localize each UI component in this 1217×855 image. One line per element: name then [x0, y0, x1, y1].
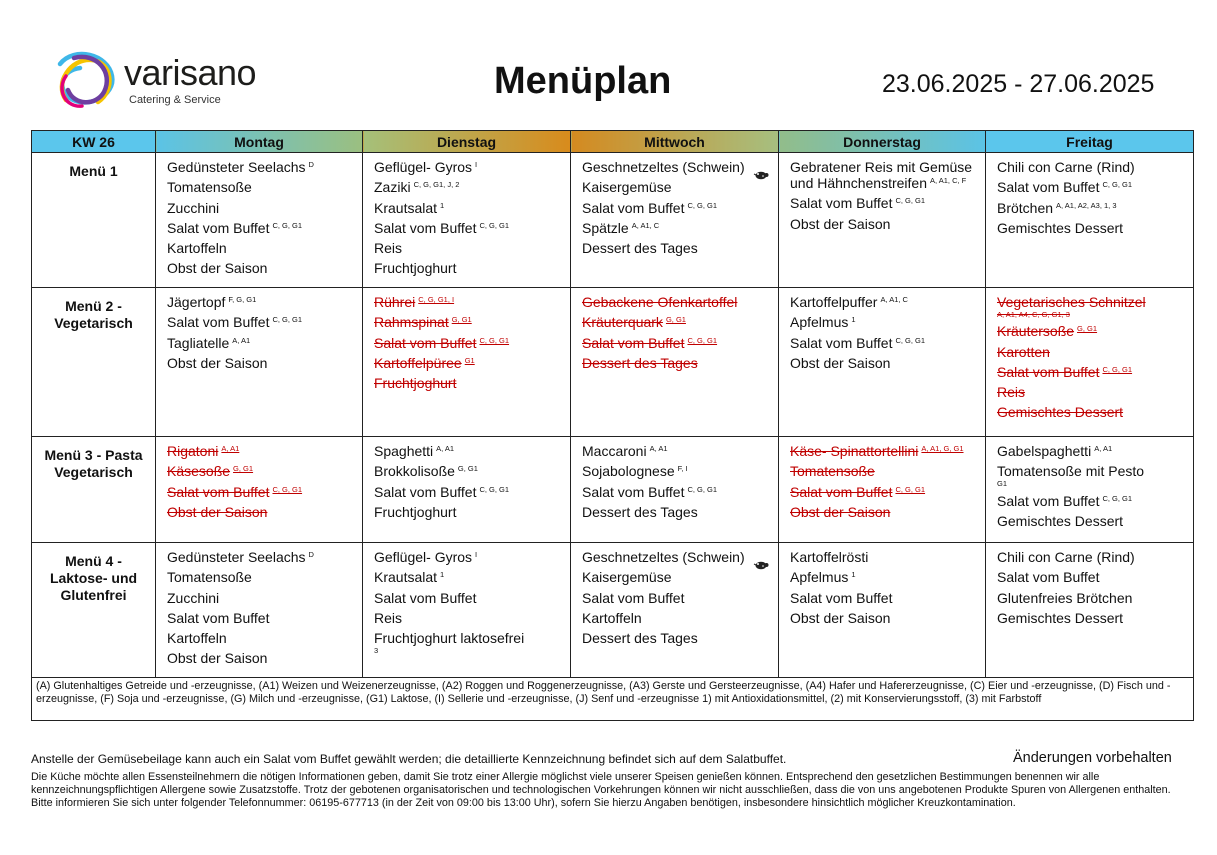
allergen-legend: (A) Glutenhaltiges Getreide und -erzeugnisse, (A1) Weizen und Weizenerzeugnisse, (A2) Roggen und Roggenerzeugnisse, (A3) Gerste und Gersteerzeugnisse, (A4) Hafer und Hafererzeugnisse, (C) Eier und -erzeugnisse, (D) Fisch und -erzeugnisse, (F) Soja und -erzeugnisse, (G) Milch und -erzeugnisse, (G1) Laktose, (I) Sellerie und -erzeugnisse, (J) Senf und -erzeugnisse 1) mit Antioxidationsmittel, (2) mit Konservierungsstoff, (3) mit Farbstoff: [32, 678, 1194, 721]
menu-item: [997, 294, 1187, 319]
menu-item: [582, 610, 772, 626]
day-header-freitag: Freitag: [986, 131, 1194, 153]
menu-item: [374, 484, 564, 500]
menu-item: [582, 355, 772, 371]
pig-icon: [753, 167, 769, 183]
menu-item: [790, 504, 979, 520]
menu-item: [997, 364, 1187, 380]
week-header: KW 26: [32, 131, 156, 153]
menu-row: [32, 543, 1194, 678]
changes-note: Änderungen vorbehalten: [1013, 750, 1172, 766]
menu-item: [582, 630, 772, 646]
menu-row: [32, 288, 1194, 437]
allergen-codes: A, A1, C, F: [930, 176, 967, 185]
menu-item-text: Kaisergemüse: [582, 179, 672, 196]
menu-item: [167, 590, 356, 606]
menu-item-text: Salat vom Buffet: [997, 569, 1100, 586]
menu-item: [582, 569, 772, 585]
menu-item: [997, 569, 1187, 585]
menu-cell: [779, 437, 986, 543]
allergen-codes: D: [308, 550, 314, 559]
menu-item-text: Kartoffelpüree: [374, 354, 462, 371]
menu-item-text: Tomatensoße mit Pesto: [997, 463, 1145, 480]
menu-item-text: Salat vom Buffet: [167, 314, 270, 331]
menu-item-text: Salat vom Buffet: [374, 219, 477, 236]
date-range: 23.06.2025 - 27.06.2025: [882, 70, 1155, 98]
menu-item: [167, 159, 356, 175]
menu-item: [790, 549, 979, 565]
menu-item-text: Tomatensoße: [167, 179, 252, 196]
menu-item: [997, 384, 1187, 400]
menu-item: [374, 200, 564, 216]
menu-item: [997, 200, 1187, 216]
allergen-codes: 1: [851, 315, 856, 325]
day-header-mittwoch: Mittwoch: [571, 131, 779, 153]
menu-item: [790, 294, 979, 310]
allergen-codes: A, A1: [1094, 444, 1113, 453]
page-title: Menüplan: [494, 60, 672, 102]
allergen-codes: G, G1: [233, 464, 254, 474]
menu-item-text: Tomatensoße: [790, 463, 875, 480]
menu-item: [374, 590, 564, 606]
menu-item: [374, 375, 564, 391]
menu-item-text: Salat vom Buffet: [997, 363, 1100, 380]
allergen-codes: A, A1: [436, 444, 455, 453]
menu-item: [582, 484, 772, 500]
menu-item: [582, 463, 772, 479]
menu-cell: [571, 543, 779, 678]
menu-item: [582, 159, 772, 175]
allergen-codes: C, G, G1: [895, 196, 926, 206]
menu-item-text: Käse- Spinattortellini: [790, 443, 919, 459]
menu-item-text: Kräuterquark: [582, 314, 663, 331]
menu-item: [790, 610, 979, 626]
menu-cell: [156, 153, 363, 288]
menu-cell: [779, 543, 986, 678]
menu-item-text: Kräutersoße: [997, 323, 1075, 340]
menu-cell: [156, 437, 363, 543]
menu-item: [997, 179, 1187, 195]
allergen-codes: C, G, G1: [687, 200, 718, 210]
allergen-codes: 3: [374, 646, 379, 656]
menu-item-text: Maccaroni: [582, 443, 647, 459]
menu-cell: [156, 288, 363, 437]
menu-item: [582, 314, 772, 330]
menu-item-text: Gebackene Ofenkartoffel: [582, 294, 738, 310]
menu-item: [374, 569, 564, 585]
menu-item-text: Reis: [374, 609, 403, 626]
menu-table: [31, 130, 1194, 721]
menu-item-text: Reis: [374, 240, 403, 257]
menu-item-text: Salat vom Buffet: [167, 219, 270, 236]
menu-item-text: Zucchini: [167, 589, 220, 606]
allergen-codes: C, G, G1: [687, 484, 718, 494]
menu-cell: [363, 543, 571, 678]
menu-item-text: Obst der Saison: [790, 215, 891, 232]
menu-item-text: Obst der Saison: [167, 650, 268, 667]
menu-item: [790, 159, 979, 191]
allergen-codes: C, G, G1: [895, 335, 926, 345]
menu-item-text: Kartoffelrösti: [790, 549, 869, 565]
menu-cell: [986, 288, 1194, 437]
menu-item-text: Gemischtes Dessert: [997, 512, 1124, 529]
menu-cell: [986, 437, 1194, 543]
menu-item-text: Dessert des Tages: [582, 630, 698, 647]
menu-item: [582, 200, 772, 216]
allergen-codes: A, A1, C: [631, 220, 660, 230]
menu-item-text: Gemischtes Dessert: [997, 609, 1124, 626]
menu-item: [167, 200, 356, 216]
menu-item: [374, 294, 564, 310]
allergen-codes: C, G, G1: [479, 335, 510, 345]
menu-item-text: Gedünsteter Seelachs: [167, 549, 306, 565]
menu-item-text: Apfelmus: [790, 569, 849, 586]
allergen-codes: C, G, G1: [1102, 493, 1133, 503]
menu-item-text: Glutenfreies Brötchen: [997, 589, 1133, 606]
menu-item-text: Salat vom Buffet: [582, 483, 685, 500]
menu-item-text: Dessert des Tages: [582, 503, 698, 520]
menu-item: [167, 549, 356, 565]
salad-note: Anstelle der Gemüsebeilage kann auch ein Salat vom Buffet gewählt werden; die detaillierte Kennzeichnung befindet sich auf dem Salatbuffet.: [31, 752, 787, 766]
menu-item-text: Fruchtjoghurt: [374, 375, 457, 392]
allergen-codes: 1: [440, 570, 445, 580]
allergen-codes: C, G, G1, I: [418, 295, 455, 304]
menu-item-text: Fruchtjoghurt: [374, 503, 457, 520]
menu-item-text: Kartoffeln: [167, 630, 227, 647]
menu-cell: [571, 153, 779, 288]
allergen-codes: G, G1: [451, 315, 472, 325]
menu-item-text: Dessert des Tages: [582, 354, 698, 371]
menu-item: [790, 463, 979, 479]
menu-item: [167, 179, 356, 195]
brand-name: varisano: [124, 52, 257, 93]
varisano-logo: [52, 50, 292, 112]
allergen-codes: G1: [464, 355, 475, 365]
allergen-codes: I: [475, 160, 478, 169]
pig-icon: [753, 557, 769, 573]
menu-item: [790, 216, 979, 232]
menu-item: [790, 335, 979, 351]
menu-item: [374, 463, 564, 479]
menu-item-text: Spaghetti: [374, 443, 434, 459]
menu-item-text: Geschnetzeltes (Schwein): [582, 549, 745, 565]
menu-item-text: Käsesoße: [167, 463, 231, 480]
menu-item: [997, 220, 1187, 236]
menu-item-text: Salat vom Buffet: [582, 589, 685, 606]
menu-item-text: Zucchini: [167, 199, 220, 216]
menu-item: [997, 590, 1187, 606]
menu-cell: [986, 153, 1194, 288]
allergen-codes: A, A1, A4, C, G, G1, 3: [997, 310, 1070, 319]
menu-item-text: Apfelmus: [790, 314, 849, 331]
menu-item-text: Obst der Saison: [167, 503, 268, 520]
menu-cell: [571, 288, 779, 437]
menu-item: [997, 463, 1187, 488]
allergen-codes: A, A1, C: [880, 295, 908, 304]
menu-item: [167, 463, 356, 479]
menu-item-text: Salat vom Buffet: [582, 199, 685, 216]
menu-item: [374, 443, 564, 459]
allergen-codes: G1: [997, 479, 1008, 489]
menu-item-text: Geflügel- Gyros: [374, 159, 473, 175]
menu-item: [790, 314, 979, 330]
day-header-dienstag: Dienstag: [363, 131, 571, 153]
menu-cell: [986, 543, 1194, 678]
menu-item: [167, 610, 356, 626]
allergy-note: Die Küche möchte allen Essensteilnehmern die nötigen Informationen geben, damit Sie trotz einer Allergie möglichst viele unserer Speisen genießen können. Entsprechend den gesetzlichen Bestimmungen benennen wir alle kennzeichnungspflichtigen Allergene sowie Zusatzstoffe. Trotz der gebotenen organisatorischen und technologischen Vorkehrungen können wir nicht ausschließen, dass die von uns angebotenen Produkte Spuren von Allergenen enthalten. Bitte informieren Sie sich unter folgender Telefonnummer: 06195-677713 (in der Zeit von 09:00 bis 13:00 Uhr), sofern Sie hierzu Angaben benötigen, insbesondere hinsichtlich möglicher Kreuzkontamination.: [31, 771, 1171, 809]
menu-item-text: Salat vom Buffet: [790, 589, 893, 606]
menu-item: [167, 220, 356, 236]
menu-item: [790, 195, 979, 211]
allergen-codes: A, A1: [232, 335, 251, 345]
menu-item: [167, 504, 356, 520]
menu-item-text: Kartoffelpuffer: [790, 294, 878, 310]
allergen-codes: A, A1, G, G1: [921, 444, 964, 453]
menu-item: [167, 314, 356, 330]
menu-item: [374, 260, 564, 276]
menu-item: [167, 650, 356, 666]
day-header-donnerstag: Donnerstag: [779, 131, 986, 153]
menu-item-text: Brötchen: [997, 199, 1054, 216]
menu-item: [582, 179, 772, 195]
menu-item-text: Gemischtes Dessert: [997, 404, 1124, 421]
menu-item: [167, 335, 356, 351]
allergen-codes: D: [308, 160, 314, 169]
menu-item: [582, 240, 772, 256]
menu-item: [374, 179, 564, 195]
allergen-codes: C, G, G1: [687, 335, 718, 345]
menu-item: [374, 240, 564, 256]
menu-item-text: Salat vom Buffet: [374, 483, 477, 500]
menu-row: [32, 437, 1194, 543]
menu-item-text: Vegetarisches Schnitzel: [997, 294, 1146, 310]
menu-item-text: Gabelspaghetti: [997, 443, 1092, 459]
menu-cell: [363, 288, 571, 437]
menu-item: [997, 493, 1187, 509]
menu-item: [997, 610, 1187, 626]
menu-item: [790, 569, 979, 585]
menu-item-text: Obst der Saison: [790, 503, 891, 520]
menu-item-text: Rahmspinat: [374, 314, 449, 331]
menu-item-text: Salat vom Buffet: [790, 195, 893, 212]
menu-item-text: Rührei: [374, 294, 416, 310]
menu-item-text: Salat vom Buffet: [167, 483, 270, 500]
menu-item-text: Spätzle: [582, 219, 629, 236]
menu-item: [167, 443, 356, 459]
day-header-montag: Montag: [156, 131, 363, 153]
menu-item-text: Chili con Carne (Rind): [997, 159, 1135, 175]
menu-cell: [779, 288, 986, 437]
menu-item: [997, 404, 1187, 420]
menu-item-text: Rigatoni: [167, 443, 219, 459]
allergen-codes: C, G, G1: [272, 484, 303, 494]
menu-item: [374, 610, 564, 626]
menu-item: [374, 630, 564, 655]
menu-item-text: Salat vom Buffet: [374, 334, 477, 351]
menu-item: [582, 294, 772, 310]
allergen-codes: C, G, G1: [1102, 180, 1133, 190]
menu-item-text: Gemischtes Dessert: [997, 219, 1124, 236]
varisano-logo-mark-icon: [52, 50, 120, 112]
menu-item: [997, 344, 1187, 360]
menu-item-text: Salat vom Buffet: [790, 483, 893, 500]
menu-item: [582, 549, 772, 565]
menu-item-text: Tagliatelle: [167, 334, 230, 351]
allergen-codes: A, A1, A2, A3, 1, 3: [1056, 200, 1117, 210]
menu-item-text: Salat vom Buffet: [582, 334, 685, 351]
menu-item-text: Obst der Saison: [790, 609, 891, 626]
menu-item: [374, 220, 564, 236]
allergen-codes: C, G, G1: [895, 484, 926, 494]
menu-item-text: Fruchtjoghurt: [374, 260, 457, 277]
allergen-codes: I: [475, 550, 478, 559]
menu-item: [582, 504, 772, 520]
menu-item: [582, 220, 772, 236]
menu-item: [790, 355, 979, 371]
menu-item: [167, 630, 356, 646]
menu-item-text: Obst der Saison: [167, 260, 268, 277]
table-header-row: [32, 131, 1194, 153]
menu-item: [997, 159, 1187, 175]
menu-item: [997, 549, 1187, 565]
menu-item-text: Dessert des Tages: [582, 240, 698, 257]
menu-item: [167, 484, 356, 500]
menu-item-text: Krautsalat: [374, 569, 438, 586]
menu-item-text: Jägertopf: [167, 294, 226, 310]
menu-item-text: Salat vom Buffet: [790, 334, 893, 351]
menu-item-text: Geflügel- Gyros: [374, 549, 473, 565]
menu-row: [32, 153, 1194, 288]
menu-item: [582, 335, 772, 351]
allergen-codes: 1: [851, 570, 856, 580]
menu-item: [374, 504, 564, 520]
allergen-codes: C, G, G1: [1102, 364, 1133, 374]
menu-item: [167, 260, 356, 276]
menu-item-text: Obst der Saison: [790, 354, 891, 371]
menu-item-text: Fruchtjoghurt laktosefrei: [374, 630, 525, 647]
menu-item-text: Geschnetzeltes (Schwein): [582, 159, 745, 175]
menu-item-text: Karotten: [997, 343, 1050, 360]
menu-row-label: Menü 3 - Pasta Vegetarisch: [32, 437, 156, 543]
menu-item: [790, 484, 979, 500]
menu-item-text: Gedünsteter Seelachs: [167, 159, 306, 175]
allergen-codes: C, G, G1: [479, 220, 510, 230]
menu-item: [374, 314, 564, 330]
menu-item-text: Salat vom Buffet: [997, 179, 1100, 196]
menu-item-text: Reis: [997, 384, 1026, 401]
menu-item-text: Brokkolisoße: [374, 463, 455, 480]
menu-item-text: Sojabolognese: [582, 463, 675, 480]
menu-item: [997, 443, 1187, 459]
menu-cell: [571, 437, 779, 543]
menu-item: [582, 590, 772, 606]
menu-cell: [363, 437, 571, 543]
menu-row-label: Menü 4 - Laktose- und Glutenfrei: [32, 543, 156, 678]
menu-row-label: Menü 1: [32, 153, 156, 288]
legend-row: [32, 678, 1194, 721]
allergen-codes: F, G, G1: [228, 295, 257, 304]
menu-cell: [156, 543, 363, 678]
menu-item: [167, 240, 356, 256]
menu-item: [374, 159, 564, 175]
menu-cell: [363, 153, 571, 288]
allergen-codes: C, G, G1, J, 2: [413, 180, 460, 190]
menu-item-text: Salat vom Buffet: [374, 589, 477, 606]
menu-item: [790, 590, 979, 606]
menu-item: [997, 323, 1187, 339]
menu-item-text: Gebratener Reis mit Gemüse und Hähnchenstreifen: [790, 159, 973, 191]
menu-item: [374, 355, 564, 371]
menu-item-text: Krautsalat: [374, 199, 438, 216]
menu-item-text: Obst der Saison: [167, 354, 268, 371]
allergen-codes: A, A1: [649, 444, 668, 453]
menu-item-text: Salat vom Buffet: [997, 492, 1100, 509]
menu-item: [582, 443, 772, 459]
menu-item: [374, 549, 564, 565]
allergen-codes: A, A1: [221, 444, 240, 453]
menu-item-text: Tomatensoße: [167, 569, 252, 586]
allergen-codes: G, G1: [457, 464, 478, 474]
menu-item: [790, 443, 979, 459]
menu-item-text: Kartoffeln: [167, 240, 227, 257]
allergen-codes: G, G1: [665, 315, 686, 325]
menu-item: [167, 355, 356, 371]
menu-item-text: Salat vom Buffet: [167, 609, 270, 626]
allergen-codes: C, G, G1: [479, 484, 510, 494]
menu-item: [167, 294, 356, 310]
menu-item: [167, 569, 356, 585]
brand-subtitle: Catering & Service: [129, 94, 221, 106]
menu-item-text: Kartoffeln: [582, 609, 642, 626]
allergen-codes: C, G, G1: [272, 315, 303, 325]
allergen-codes: C, G, G1: [272, 220, 303, 230]
menu-item: [997, 513, 1187, 529]
menu-cell: [779, 153, 986, 288]
allergen-codes: 1: [440, 200, 445, 210]
menu-item-text: Chili con Carne (Rind): [997, 549, 1135, 565]
menu-item: [374, 335, 564, 351]
menu-item-text: Zaziki: [374, 179, 411, 196]
menu-row-label: Menü 2 - Vegetarisch: [32, 288, 156, 437]
allergen-codes: G, G1: [1077, 324, 1098, 334]
menu-item-text: Kaisergemüse: [582, 569, 672, 586]
allergen-codes: F, I: [677, 464, 688, 474]
